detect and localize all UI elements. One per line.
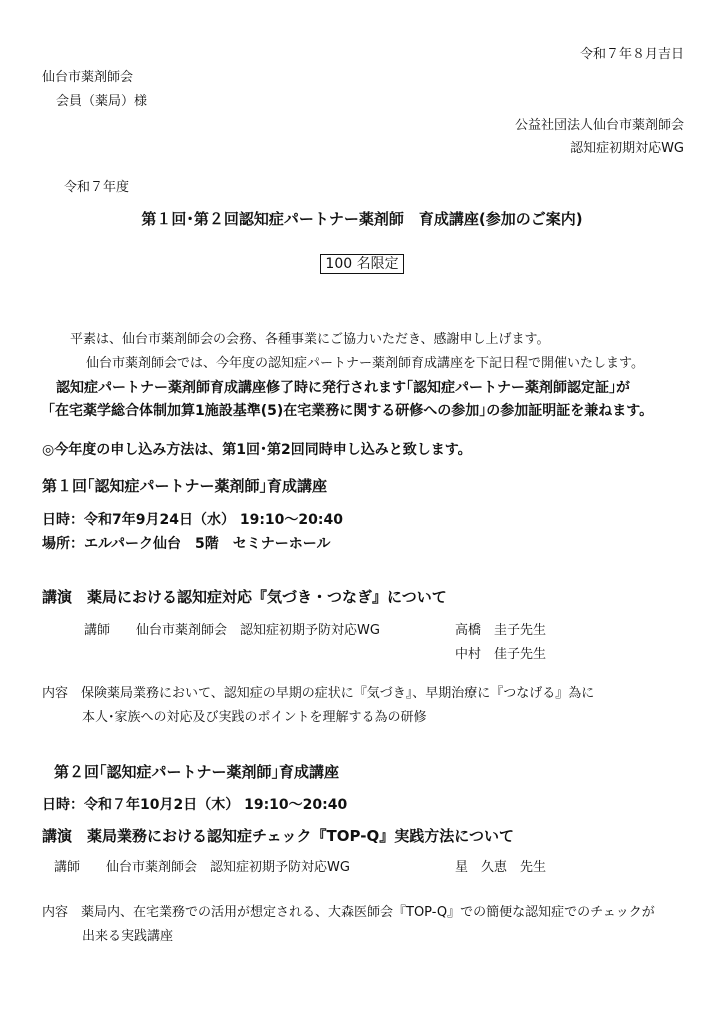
session2-lecturer-1: 星 久恵 先生 [455, 860, 547, 875]
session2-lecturer-label: 講師 仙台市薬剤師会 認知症初期予防対応WG [54, 860, 350, 875]
session2-lecture: 講演 薬局業務における認知症チェック『TOP-Q』実践方法について [42, 827, 514, 845]
session1-content-1: 内容 保険薬局業務において、認知症の早期の症状に『気づき』、早期治療に『つなげる』為に [42, 686, 595, 701]
session1-lecturer-label: 講師 仙台市薬剤師会 認知症初期予防対応WG [84, 623, 380, 638]
page-title: 第１回･第２回認知症パートナー薬剤師 育成講座(参加のご案内) [141, 210, 583, 228]
recipient-org: 仙台市薬剤師会 [42, 70, 134, 85]
session1-lecture: 講演 薬局における認知症対応『気づき・つなぎ』について [42, 588, 447, 606]
session2-content-1: 内容 薬局内、在宅業務での活用が想定される、大森医師会『TOP-Q』での簡便な認知症でのチェックが [42, 905, 655, 920]
application-notice: ◎今年度の申し込み方法は、第1回･第2回同時申し込みと致します。 [42, 442, 472, 458]
fiscal-year: 令和７年度 [64, 180, 130, 195]
session2-content-2: 出来る実践講座 [82, 929, 174, 944]
recipient-members: 会員（薬局）様 [56, 94, 148, 109]
capacity-note [0, 256, 724, 273]
sender-org: 公益社団法人仙台市薬剤師会 [514, 118, 684, 133]
session1-content-2: 本人･家族への対応及び実践のポイントを理解する為の研修 [82, 710, 427, 725]
session1-lecturer-1: 高橋 圭子先生 [455, 623, 547, 638]
intro-line-1: 平素は、仙台市薬剤師会の会務、各種事業にご協力いただき、感謝申し上げます。 [70, 332, 550, 347]
sender-group: 認知症初期対応WG [570, 141, 684, 156]
intro-line-2: 仙台市薬剤師会では、今年度の認知症パートナー薬剤師育成講座を下記日程で開催いたします。 [86, 356, 644, 371]
session2-heading: 第２回｢認知症パートナー薬剤師｣育成講座 [54, 763, 340, 781]
issue-date: 令和７年８月吉日 [579, 47, 684, 62]
capacity-badge: 100 名限定 [320, 254, 403, 274]
session2-datetime: 日時：令和７年10月2日（木） 19:10～20:40 [42, 797, 348, 813]
session1-lecturer-2: 中村 佳子先生 [455, 647, 547, 662]
intro-line-4: ｢在宅薬学総合体制加算1施設基準(5)在宅業務に関する研修への参加｣の参加証明証を兼ねます。 [48, 403, 654, 419]
intro-line-3: 認知症パートナー薬剤師育成講座修了時に発行されます｢認知症パートナー薬剤師認定証｣が [56, 380, 630, 396]
session1-venue: 場所：エルパーク仙台 5階 セミナーホール [42, 536, 331, 552]
session1-heading: 第１回｢認知症パートナー薬剤師｣育成講座 [42, 477, 328, 495]
session1-datetime: 日時：令和7年9月24日（水） 19:10～20:40 [42, 512, 343, 528]
